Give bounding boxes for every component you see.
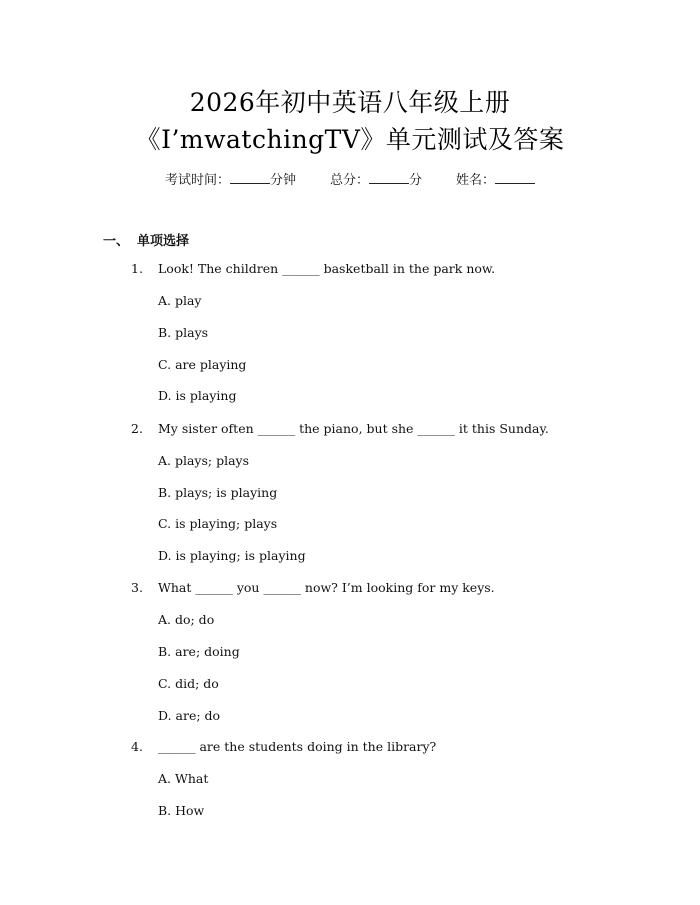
option: C. is playing; plays: [158, 516, 278, 531]
option: A. do; do: [158, 612, 215, 627]
exam-time-blank: [230, 172, 270, 184]
section-heading: [103, 230, 189, 249]
section-title: 单项选择: [137, 234, 190, 249]
question-number: 1.: [131, 261, 143, 276]
option: C. did; do: [158, 676, 219, 691]
option: D. are; do: [158, 708, 221, 723]
title-line-2: 《I’mwatchingTV》单元测试及答案: [135, 125, 565, 154]
exam-time-label: 考试时间：: [164, 173, 230, 188]
option: B. How: [158, 803, 205, 818]
option: B. plays; is playing: [158, 485, 278, 500]
question-text: Look! The children ______ basketball in the park now.: [158, 261, 496, 276]
question-number: 2.: [131, 421, 143, 436]
title-line-1: 2026年初中英语八年级上册: [189, 88, 511, 117]
total-score-blank: [369, 172, 409, 184]
option: A. plays; plays: [158, 453, 250, 468]
exam-time-unit: 分钟: [269, 173, 296, 188]
section-number: 一、: [103, 234, 130, 249]
question-text: ______ are the students doing in the library?: [158, 739, 437, 754]
option: B. are; doing: [158, 644, 240, 659]
option: D. is playing; is playing: [158, 548, 306, 563]
question-number: 4.: [131, 739, 143, 754]
option: D. is playing: [158, 388, 237, 403]
name-label: 姓名：: [456, 173, 496, 188]
option: B. plays: [158, 325, 209, 340]
question-text: What ______ you ______ now? I’m looking for my keys.: [158, 580, 495, 595]
option: A. play: [158, 293, 202, 308]
total-score-unit: 分: [409, 173, 423, 188]
exam-info-line: [0, 169, 700, 188]
question-number: 3.: [131, 580, 143, 595]
total-score-label: 总分：: [329, 173, 369, 188]
option: C. are playing: [158, 357, 247, 372]
question-text: My sister often ______ the piano, but she ______ it this Sunday.: [158, 421, 549, 436]
option: A. What: [158, 771, 209, 786]
name-blank: [495, 172, 535, 184]
